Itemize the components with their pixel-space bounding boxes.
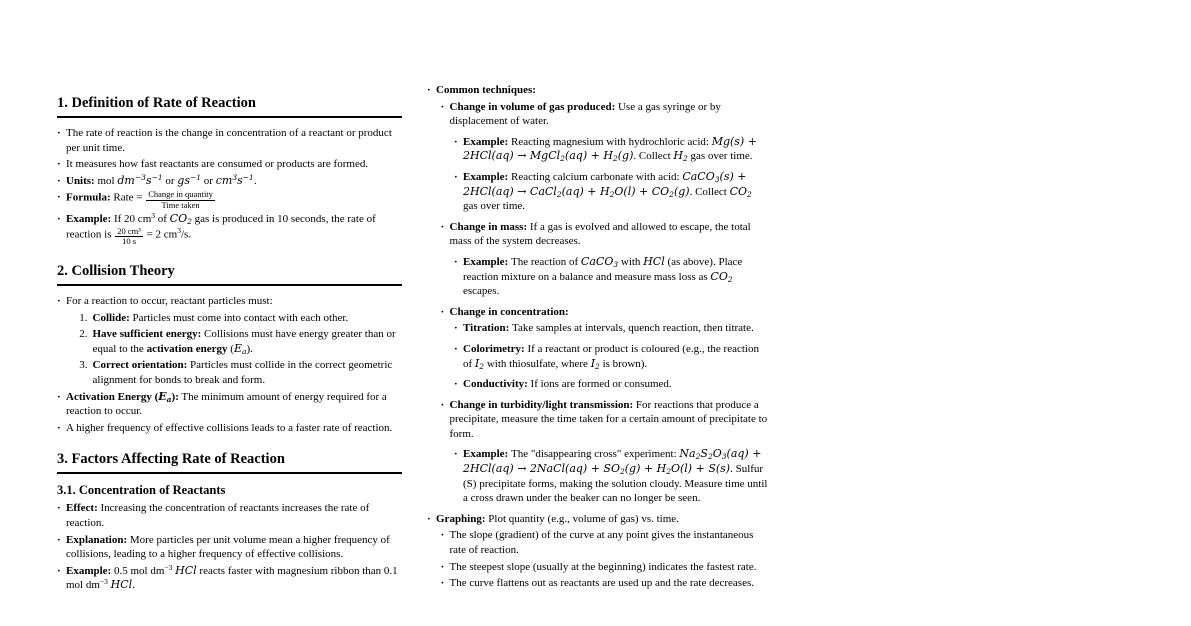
item-text [450,305,769,320]
math-text: (aq) + H [564,149,613,163]
math-text: I [590,356,596,370]
math-text: O(l) + CO [614,184,670,198]
bold-label: Change in volume of gas produced: [449,100,618,113]
item-text [436,512,768,527]
text-run: Rate = [113,191,146,204]
item-text [93,358,403,387]
math-text: 2 [556,189,562,199]
item-text [463,321,768,336]
item-text [66,126,402,155]
item-text [463,377,768,392]
bullet-icon: · [57,191,61,204]
bullet-icon: · [427,512,431,525]
text-run: . Sulfur (S) precipitate forms, making the solution cloudy. Measure time until a cross drawn under the beaker can no longer be seen. [463,463,768,505]
list-item [427,321,768,336]
bullet-icon: · [440,560,445,573]
bold-label: Collide: [92,311,133,324]
list-item [57,533,402,562]
text-run: 3 [177,226,181,236]
bold-label: Example: [463,448,511,461]
text-run: If a reactant or product is coloured (e.g., the reaction of [463,342,759,370]
bold-label: Change in concentration: [449,305,569,318]
item-text [450,220,769,249]
text-run: Use a gas syringe or by displacement of water. [449,100,721,128]
math-text: CO [169,212,188,226]
list-item [57,358,402,387]
math-text: s [145,173,152,187]
math-text: a [241,346,247,356]
math-text: −1 [189,172,202,182]
item-text [463,170,768,214]
bullet-icon: · [440,100,445,113]
bold-label: Units: [66,174,98,187]
text-run: . Collect [689,185,730,198]
math-text: a [166,394,172,404]
text-run: Collisions must have energy greater than or equal to the [92,328,396,355]
math-text: O(l) + S(s) [670,462,731,476]
bold-label: Titration: [463,322,512,335]
list-item [427,528,768,557]
bullet-icon: · [440,577,445,590]
number-marker: 1. [79,311,88,324]
math-text: −1 [242,172,254,182]
item-text [66,501,402,530]
bullet-icon: · [57,127,61,139]
item-text [66,157,402,172]
text-run: ( [227,342,234,355]
math-text: HCl [110,578,133,592]
math-text: CaCO [580,254,614,268]
text-run: with thiosulfate, where [484,357,591,370]
item-text [66,421,402,436]
math-text: cm [215,173,233,187]
item-text [66,390,402,419]
bold-label: ): [171,390,179,403]
item-text [450,560,769,575]
text-run: Particles must collide in the correct geometric alignment for bonds to break and form. [92,359,393,386]
item-text [463,447,768,505]
heading-rule [57,116,402,118]
bold-label: Graphing: [436,512,489,525]
math-text: (aq) + 2HCl(aq) → 2NaCl(aq) + SO [463,447,762,476]
text-run: escapes. [463,285,500,298]
bold-label: Conductivity: [463,378,531,391]
math-text: 2 [187,217,192,227]
math-text: E [158,389,167,403]
list-item [57,294,402,309]
item-text [450,100,769,129]
list-item [427,576,768,591]
bullet-icon: · [440,529,445,542]
math-text: 2 [609,189,615,199]
text-run: For a reaction to occur, reactant particles must: [66,294,273,307]
number-marker: 3. [79,359,88,372]
math-text: 2 [669,189,674,199]
list-item [57,174,402,189]
item-text [436,83,768,98]
list-item [427,170,768,214]
bold-label: Effect: [66,502,101,515]
text-run: If 20 cm [113,213,152,226]
item-text [66,190,402,210]
heading-rule [57,472,402,474]
math-text: CO [710,269,728,283]
math-text: 2 [727,274,733,284]
bold-label: Example: [66,213,114,226]
text-run: For reactions that produce a precipitate, measure the time taken for a certain amount of precipitate to form. [449,398,768,440]
text-run: Particles must come into contact with each other. [132,311,349,324]
text-run: (as above). Place reaction mixture on a balance and measure mass loss as [463,255,743,283]
bullet-icon: · [440,305,445,318]
fraction-numerator: Change in quantity [148,189,213,200]
bullet-icon: · [57,213,61,226]
text-run: The reaction of [510,255,581,268]
list-item [427,398,768,442]
bullet-icon: · [454,135,458,148]
math-text: HCl [643,254,665,268]
math-text: (aq) + H [561,184,610,198]
list-item [57,311,402,326]
text-run: 3 [151,211,155,221]
math-text: 3 [232,172,238,182]
fraction [114,227,144,247]
bullet-icon: · [57,533,61,546]
bullet-icon: · [440,220,445,233]
item-text [93,327,403,356]
list-item [57,212,402,247]
section-heading: 1. Definition of Rate of Reaction [57,95,256,111]
item-text [66,533,402,562]
text-run: ). [246,342,253,355]
math-text: 2 [612,154,618,164]
item-text [463,135,768,164]
bullet-icon: · [454,322,458,335]
heading-rule [57,284,402,286]
text-run: Reacting calcium carbonate with acid: [510,170,683,183]
math-text: S [700,447,708,461]
list-item [427,560,768,575]
list-item [57,327,402,356]
math-text: s [237,173,243,187]
list-item [427,512,768,527]
bold-label: Change in turbidity/light transmission: [449,398,636,411]
text-run: gas over time. [687,150,753,163]
bullet-icon: · [57,564,61,577]
item-text [66,174,402,189]
math-text: 2 [560,154,565,164]
bold-label: Activation Energy ( [66,390,159,403]
text-run: . Collect [633,150,674,163]
text-run: A higher frequency of effective collisions leads to a faster rate of reaction. [66,421,393,434]
text-run: gas over time. [463,200,526,213]
bullet-icon: · [57,294,61,307]
bold-label: Example: [463,170,511,183]
text-run: 0.5 mol dm [113,564,165,577]
math-text: −3 [134,172,146,182]
section-heading: 3. Factors Affecting Rate of Reaction [57,451,285,468]
math-text: 2 [479,361,485,371]
bold-label: activation energy [146,342,228,355]
item-text [450,528,769,557]
text-run: Reacting magnesium with hydrochloric acid: [510,135,712,148]
list-item [57,564,402,593]
math-text: 2 [666,467,671,477]
math-text: (g) + H [624,462,667,476]
list-item [427,220,768,249]
text-run: with [618,255,644,268]
text-run: More particles per unit volume mean a higher frequency of collisions, leading to a higher frequency of effective collisions. [66,533,390,561]
math-text: 2 [695,452,701,462]
bullet-icon: · [454,255,458,268]
text-run: reacts faster with magnesium ribbon than 0.1 mol dm [66,564,398,592]
bold-label: Example: [66,564,114,577]
subsection-heading: 3.1. Concentration of Reactants [57,483,226,498]
bold-label: Colorimetry: [463,342,528,355]
item-text [450,398,769,442]
text-run: or [162,174,178,187]
bold-label: Have sufficient energy: [92,328,204,341]
math-text: gs [177,173,190,187]
math-text: 2 [595,361,600,371]
list-item [57,421,402,436]
bold-label: Explanation: [66,533,130,546]
item-text [463,255,768,299]
math-text: 2 [747,189,752,199]
text-run: . [253,174,257,187]
text-run: −3 [99,577,108,587]
list-item [427,255,768,299]
list-item [57,390,402,419]
list-item [427,135,768,164]
math-text: Na [679,447,696,461]
bullet-icon: · [57,421,61,434]
text-run: Take samples at intervals, quench reaction, then titrate. [512,322,754,335]
math-text: 3 [721,452,727,462]
bullet-icon: · [454,448,458,461]
math-text: (g) [617,149,634,163]
left-column [57,95,402,593]
list-item [427,83,768,98]
item-text [450,576,769,591]
bullet-icon: · [57,390,61,403]
math-text: 3 [714,174,720,184]
math-text: O [712,447,722,461]
math-text: I [474,356,480,370]
bullet-icon: · [454,170,458,183]
math-text: E [233,341,242,355]
bullet-icon: · [57,158,61,171]
list-item [57,126,402,155]
bold-label: Change in mass: [449,220,530,233]
list-item [427,447,768,505]
text-run: The steepest slope (usually at the beginning) indicates the fastest rate. [449,560,757,573]
text-run: /s. [180,228,192,241]
bold-label: Example: [463,255,511,268]
bullet-icon: · [57,502,61,515]
list-item [427,377,768,392]
math-text: (s) + 2HCl(aq) → CaCl [463,169,747,198]
list-item [427,342,768,371]
item-text [463,342,768,371]
bold-label: Common techniques: [436,84,536,96]
math-text: −1 [151,172,163,182]
item-text [66,294,402,309]
math-text: 2 [619,467,625,477]
math-text: HCl [175,563,197,577]
text-run: . [132,579,135,592]
text-run: It measures how fast reactants are consumed or products are formed. [66,158,369,171]
math-text: Mg(s) + 2HCl(aq) → MgCl [463,134,757,163]
math-text: dm [117,173,135,187]
text-run: mol [97,174,118,187]
item-text [66,212,402,247]
text-run: = 2 cm [143,228,178,241]
list-item [427,305,768,320]
bullet-icon: · [454,342,458,355]
bullet-icon: · [440,398,445,411]
text-run: If a gas is evolved and allowed to escape, the total mass of the system decreases. [449,220,751,248]
text-run: The curve flattens out as reactants are used up and the rate decreases. [449,577,754,590]
section-heading: 2. Collision Theory [57,262,175,279]
right-column [427,81,768,591]
fraction-denominator: 10 s [122,236,137,247]
math-text: H [673,149,683,163]
item-text [93,311,403,326]
math-text: CO [729,184,748,198]
text-run: gas is produced in 10 seconds, the rate of reaction is [66,213,376,241]
fraction [145,190,216,210]
math-text: CaCO [682,169,715,183]
list-item [57,190,402,210]
text-run: or [201,174,216,187]
math-text: (g) [673,184,690,198]
text-run: of [155,213,170,226]
text-run: is brown). [599,357,648,370]
list-item [57,157,402,172]
text-run: The slope (gradient) of the curve at any point gives the instantaneous rate of reaction. [449,529,754,557]
number-marker: 2. [79,328,88,341]
fraction-numerator: 20 cm³ [117,225,141,236]
text-run: The rate of reaction is the change in concentration of a reactant or product per unit time. [66,127,392,154]
text-run: Plot quantity (e.g., volume of gas) vs. time. [488,512,679,525]
list-item [427,100,768,129]
bold-label: Example: [463,135,511,148]
text-run: Increasing the concentration of reactants increases the rate of reaction. [66,502,370,529]
bullet-icon: · [454,378,458,391]
math-text: 2 [682,154,688,164]
bullet-icon: · [57,174,61,187]
list-item [57,501,402,530]
text-run: The "disappearing cross" experiment: [510,448,680,461]
math-text: 3 [613,259,619,269]
item-text [66,564,402,593]
bold-label: Correct orientation: [92,359,191,372]
text-run: −3 [164,562,173,572]
bold-label: Formula: [66,191,114,204]
text-run: If ions are formed or consumed. [530,378,672,391]
fraction-denominator: Time taken [161,199,200,210]
text-run: The minimum amount of energy required for a reaction to occur. [66,390,387,418]
bullet-icon: · [427,84,431,96]
math-text: 2 [707,452,713,462]
